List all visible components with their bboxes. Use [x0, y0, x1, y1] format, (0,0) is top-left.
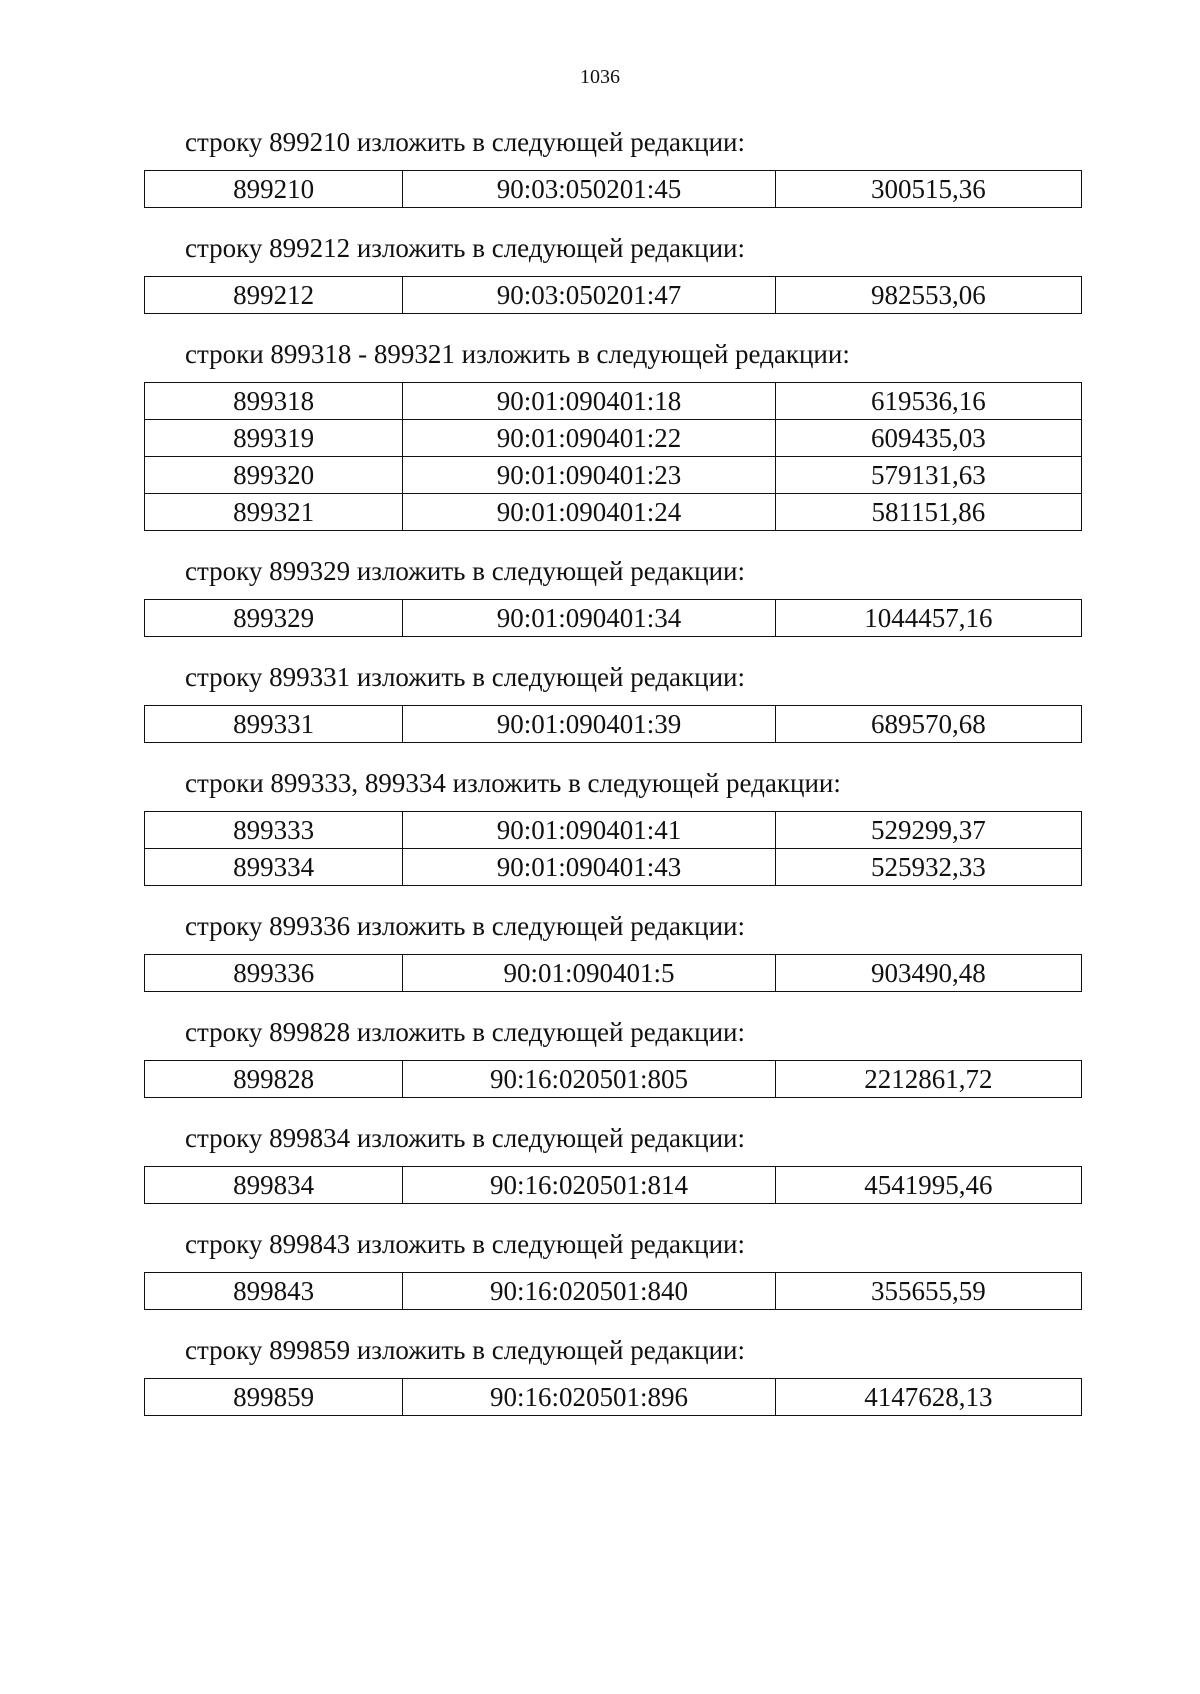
- amendment-block: [0, 659, 1200, 743]
- amendment-instruction: строки 899318 - 899321 изложить в следующей редакции:: [185, 339, 850, 369]
- value-cell: 300515,36: [775, 171, 1081, 208]
- amendment-block: [0, 230, 1200, 314]
- value-cell: 982553,06: [775, 277, 1081, 314]
- amendment-block: [0, 1226, 1200, 1310]
- row-number-cell: 899859: [145, 1379, 403, 1416]
- cadastral-number-cell: 90:03:050201:47: [403, 277, 775, 314]
- table-row: [145, 1273, 1082, 1310]
- table-row: [145, 494, 1082, 531]
- amendment-table: [144, 1378, 1082, 1416]
- row-number-cell: 899843: [145, 1273, 403, 1310]
- amendment-instruction: строку 899329 изложить в следующей редакции:: [185, 556, 746, 586]
- amendment-block: [0, 553, 1200, 637]
- row-number-cell: 899319: [145, 420, 403, 457]
- cadastral-number-cell: 90:16:020501:814: [403, 1167, 775, 1204]
- amendment-table: [144, 811, 1082, 886]
- amendment-table: [144, 276, 1082, 314]
- table-row: [145, 420, 1082, 457]
- amendment-block: [0, 1014, 1200, 1098]
- value-cell: 4541995,46: [775, 1167, 1081, 1204]
- amendment-instruction: строки 899333, 899334 изложить в следующей редакции:: [185, 768, 841, 798]
- cadastral-number-cell: 90:01:090401:24: [403, 494, 775, 531]
- value-cell: 903490,48: [775, 955, 1081, 992]
- amendment-table: [144, 1272, 1082, 1310]
- cadastral-number-cell: 90:16:020501:840: [403, 1273, 775, 1310]
- value-cell: 2212861,72: [775, 1061, 1081, 1098]
- row-number-cell: 899333: [145, 812, 403, 849]
- amendment-block: [0, 124, 1200, 208]
- table-row: [145, 277, 1082, 314]
- page-number: 1036: [580, 66, 620, 88]
- table-row: [145, 1167, 1082, 1204]
- cadastral-number-cell: 90:16:020501:896: [403, 1379, 775, 1416]
- value-cell: 529299,37: [775, 812, 1081, 849]
- cadastral-number-cell: 90:01:090401:43: [403, 849, 775, 886]
- amendment-instruction: строку 899834 изложить в следующей редакции:: [185, 1123, 746, 1153]
- cadastral-number-cell: 90:01:090401:18: [403, 383, 775, 420]
- row-number-cell: 899210: [145, 171, 403, 208]
- cadastral-number-cell: 90:01:090401:22: [403, 420, 775, 457]
- value-cell: 689570,68: [775, 706, 1081, 743]
- row-number-cell: 899318: [145, 383, 403, 420]
- row-number-cell: 899336: [145, 955, 403, 992]
- table-row: [145, 955, 1082, 992]
- cadastral-number-cell: 90:01:090401:5: [403, 955, 775, 992]
- cadastral-number-cell: 90:01:090401:23: [403, 457, 775, 494]
- table-row: [145, 600, 1082, 637]
- amendment-table: [144, 954, 1082, 992]
- cadastral-number-cell: 90:01:090401:39: [403, 706, 775, 743]
- amendment-table: [144, 170, 1082, 208]
- amendment-instruction: строку 899828 изложить в следующей редакции:: [185, 1017, 746, 1047]
- row-number-cell: 899320: [145, 457, 403, 494]
- row-number-cell: 899834: [145, 1167, 403, 1204]
- amendment-table: [144, 705, 1082, 743]
- amendment-block: [0, 765, 1200, 886]
- value-cell: 4147628,13: [775, 1379, 1081, 1416]
- amendment-table: [144, 1166, 1082, 1204]
- amendment-block: [0, 1120, 1200, 1204]
- amendment-instruction: строку 899859 изложить в следующей редакции:: [185, 1335, 746, 1365]
- amendment-instruction: строку 899843 изложить в следующей редакции:: [185, 1229, 746, 1259]
- row-number-cell: 899828: [145, 1061, 403, 1098]
- value-cell: 609435,03: [775, 420, 1081, 457]
- table-row: [145, 1061, 1082, 1098]
- amendment-block: [0, 1332, 1200, 1416]
- amendment-instruction: строку 899212 изложить в следующей редакции:: [185, 233, 746, 263]
- amendment-table: [144, 599, 1082, 637]
- value-cell: 581151,86: [775, 494, 1081, 531]
- amendment-table: [144, 382, 1082, 531]
- amendment-table: [144, 1060, 1082, 1098]
- amendment-block: [0, 908, 1200, 992]
- table-row: [145, 706, 1082, 743]
- amendment-instruction: строку 899210 изложить в следующей редакции:: [185, 127, 746, 157]
- value-cell: 1044457,16: [775, 600, 1081, 637]
- row-number-cell: 899334: [145, 849, 403, 886]
- value-cell: 619536,16: [775, 383, 1081, 420]
- value-cell: 525932,33: [775, 849, 1081, 886]
- table-row: [145, 849, 1082, 886]
- table-row: [145, 383, 1082, 420]
- value-cell: 355655,59: [775, 1273, 1081, 1310]
- table-row: [145, 1379, 1082, 1416]
- amendment-instruction: строку 899331 изложить в следующей редакции:: [185, 662, 746, 692]
- document-body: [0, 124, 1200, 1438]
- cadastral-number-cell: 90:01:090401:41: [403, 812, 775, 849]
- row-number-cell: 899331: [145, 706, 403, 743]
- table-row: [145, 457, 1082, 494]
- row-number-cell: 899212: [145, 277, 403, 314]
- table-row: [145, 812, 1082, 849]
- cadastral-number-cell: 90:16:020501:805: [403, 1061, 775, 1098]
- amendment-block: [0, 336, 1200, 531]
- value-cell: 579131,63: [775, 457, 1081, 494]
- cadastral-number-cell: 90:03:050201:45: [403, 171, 775, 208]
- cadastral-number-cell: 90:01:090401:34: [403, 600, 775, 637]
- amendment-instruction: строку 899336 изложить в следующей редакции:: [185, 911, 746, 941]
- table-row: [145, 171, 1082, 208]
- row-number-cell: 899321: [145, 494, 403, 531]
- row-number-cell: 899329: [145, 600, 403, 637]
